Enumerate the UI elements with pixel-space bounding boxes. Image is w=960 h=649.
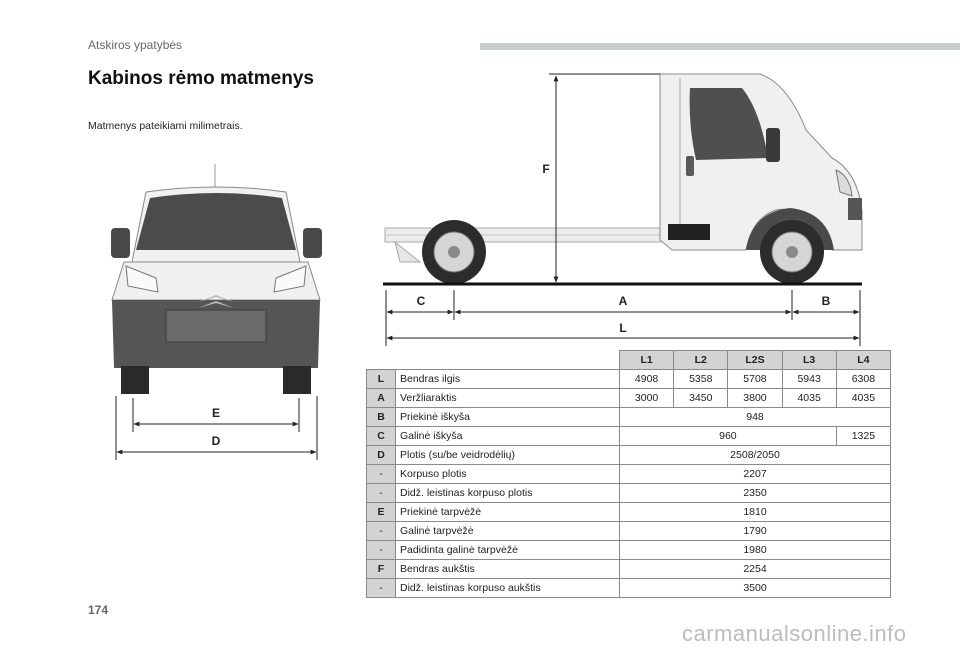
page-title: Kabinos rėmo matmenys — [88, 68, 314, 89]
row-label: Bendras aukštis — [396, 560, 620, 579]
row-code: - — [367, 579, 396, 598]
cell-value: 3500 — [620, 579, 891, 598]
table-row — [367, 427, 891, 446]
table-row — [367, 465, 891, 484]
row-code: C — [367, 427, 396, 446]
dim-label-l: L — [619, 321, 627, 335]
table-row — [367, 522, 891, 541]
table-row — [367, 370, 891, 389]
row-label: Didž. leistinas korpuso plotis — [396, 484, 620, 503]
cell-value: 2207 — [620, 465, 891, 484]
column-header: L2S — [728, 351, 782, 370]
table-row — [367, 446, 891, 465]
dim-label-a: A — [618, 294, 628, 308]
dimensions-table — [366, 350, 891, 598]
cell-value: 3000 — [620, 389, 674, 408]
cell-value: 5358 — [674, 370, 728, 389]
table-row — [367, 484, 891, 503]
row-code: L — [367, 370, 396, 389]
row-code: E — [367, 503, 396, 522]
cell-value: 3800 — [728, 389, 782, 408]
section-title: Atskiros ypatybės — [88, 38, 183, 52]
cell-value: 3450 — [674, 389, 728, 408]
column-header: L3 — [782, 351, 836, 370]
cell-value: 6308 — [836, 370, 890, 389]
dim-label-f: F — [542, 162, 550, 176]
row-label: Veržliaraktis — [396, 389, 620, 408]
table-row — [367, 503, 891, 522]
row-label: Bendras ilgis — [396, 370, 620, 389]
cell-value: 4035 — [836, 389, 890, 408]
row-label: Plotis (su/be veidrodėlių) — [396, 446, 620, 465]
row-label: Priekinė tarpvėžė — [396, 503, 620, 522]
cell-value: 1980 — [620, 541, 891, 560]
cell-value: 948 — [620, 408, 891, 427]
page-number: 174 — [88, 603, 109, 617]
row-label: Priekinė iškyša — [396, 408, 620, 427]
cell-value: 5943 — [782, 370, 836, 389]
table-row — [367, 541, 891, 560]
dim-label-b: B — [821, 294, 831, 308]
front-view — [111, 164, 322, 460]
cell-value: 1810 — [620, 503, 891, 522]
cell-value: 4035 — [782, 389, 836, 408]
column-header: L1 — [620, 351, 674, 370]
row-label: Galinė tarpvėžė — [396, 522, 620, 541]
units-note: Matmenys pateikiami milimetrais. — [88, 120, 243, 132]
dim-label-e: E — [211, 406, 221, 420]
row-code: D — [367, 446, 396, 465]
cell-value: 4908 — [620, 370, 674, 389]
row-code: B — [367, 408, 396, 427]
row-code: - — [367, 465, 396, 484]
cell-value: 5708 — [728, 370, 782, 389]
row-code: - — [367, 522, 396, 541]
table-row — [367, 560, 891, 579]
column-header: L4 — [836, 351, 890, 370]
cell-value: 2508/2050 — [620, 446, 891, 465]
row-code: A — [367, 389, 396, 408]
watermark: carmanualsonline.info — [682, 621, 907, 646]
row-code: F — [367, 560, 396, 579]
side-view — [383, 74, 862, 346]
cell-value: 960 — [620, 427, 837, 446]
row-code: - — [367, 484, 396, 503]
dim-label-d: D — [211, 434, 221, 448]
row-label: Galinė iškyša — [396, 427, 620, 446]
row-code: - — [367, 541, 396, 560]
table-row — [367, 408, 891, 427]
cell-value: 2254 — [620, 560, 891, 579]
cell-value: 2350 — [620, 484, 891, 503]
row-label: Padidinta galinė tarpvėžė — [396, 541, 620, 560]
dim-label-c: C — [416, 294, 426, 308]
row-label: Korpuso plotis — [396, 465, 620, 484]
table-row — [367, 579, 891, 598]
cell-value: 1325 — [836, 427, 890, 446]
cell-value: 1790 — [620, 522, 891, 541]
column-header: L2 — [674, 351, 728, 370]
table-row — [367, 389, 891, 408]
row-label: Didž. leistinas korpuso aukštis — [396, 579, 620, 598]
